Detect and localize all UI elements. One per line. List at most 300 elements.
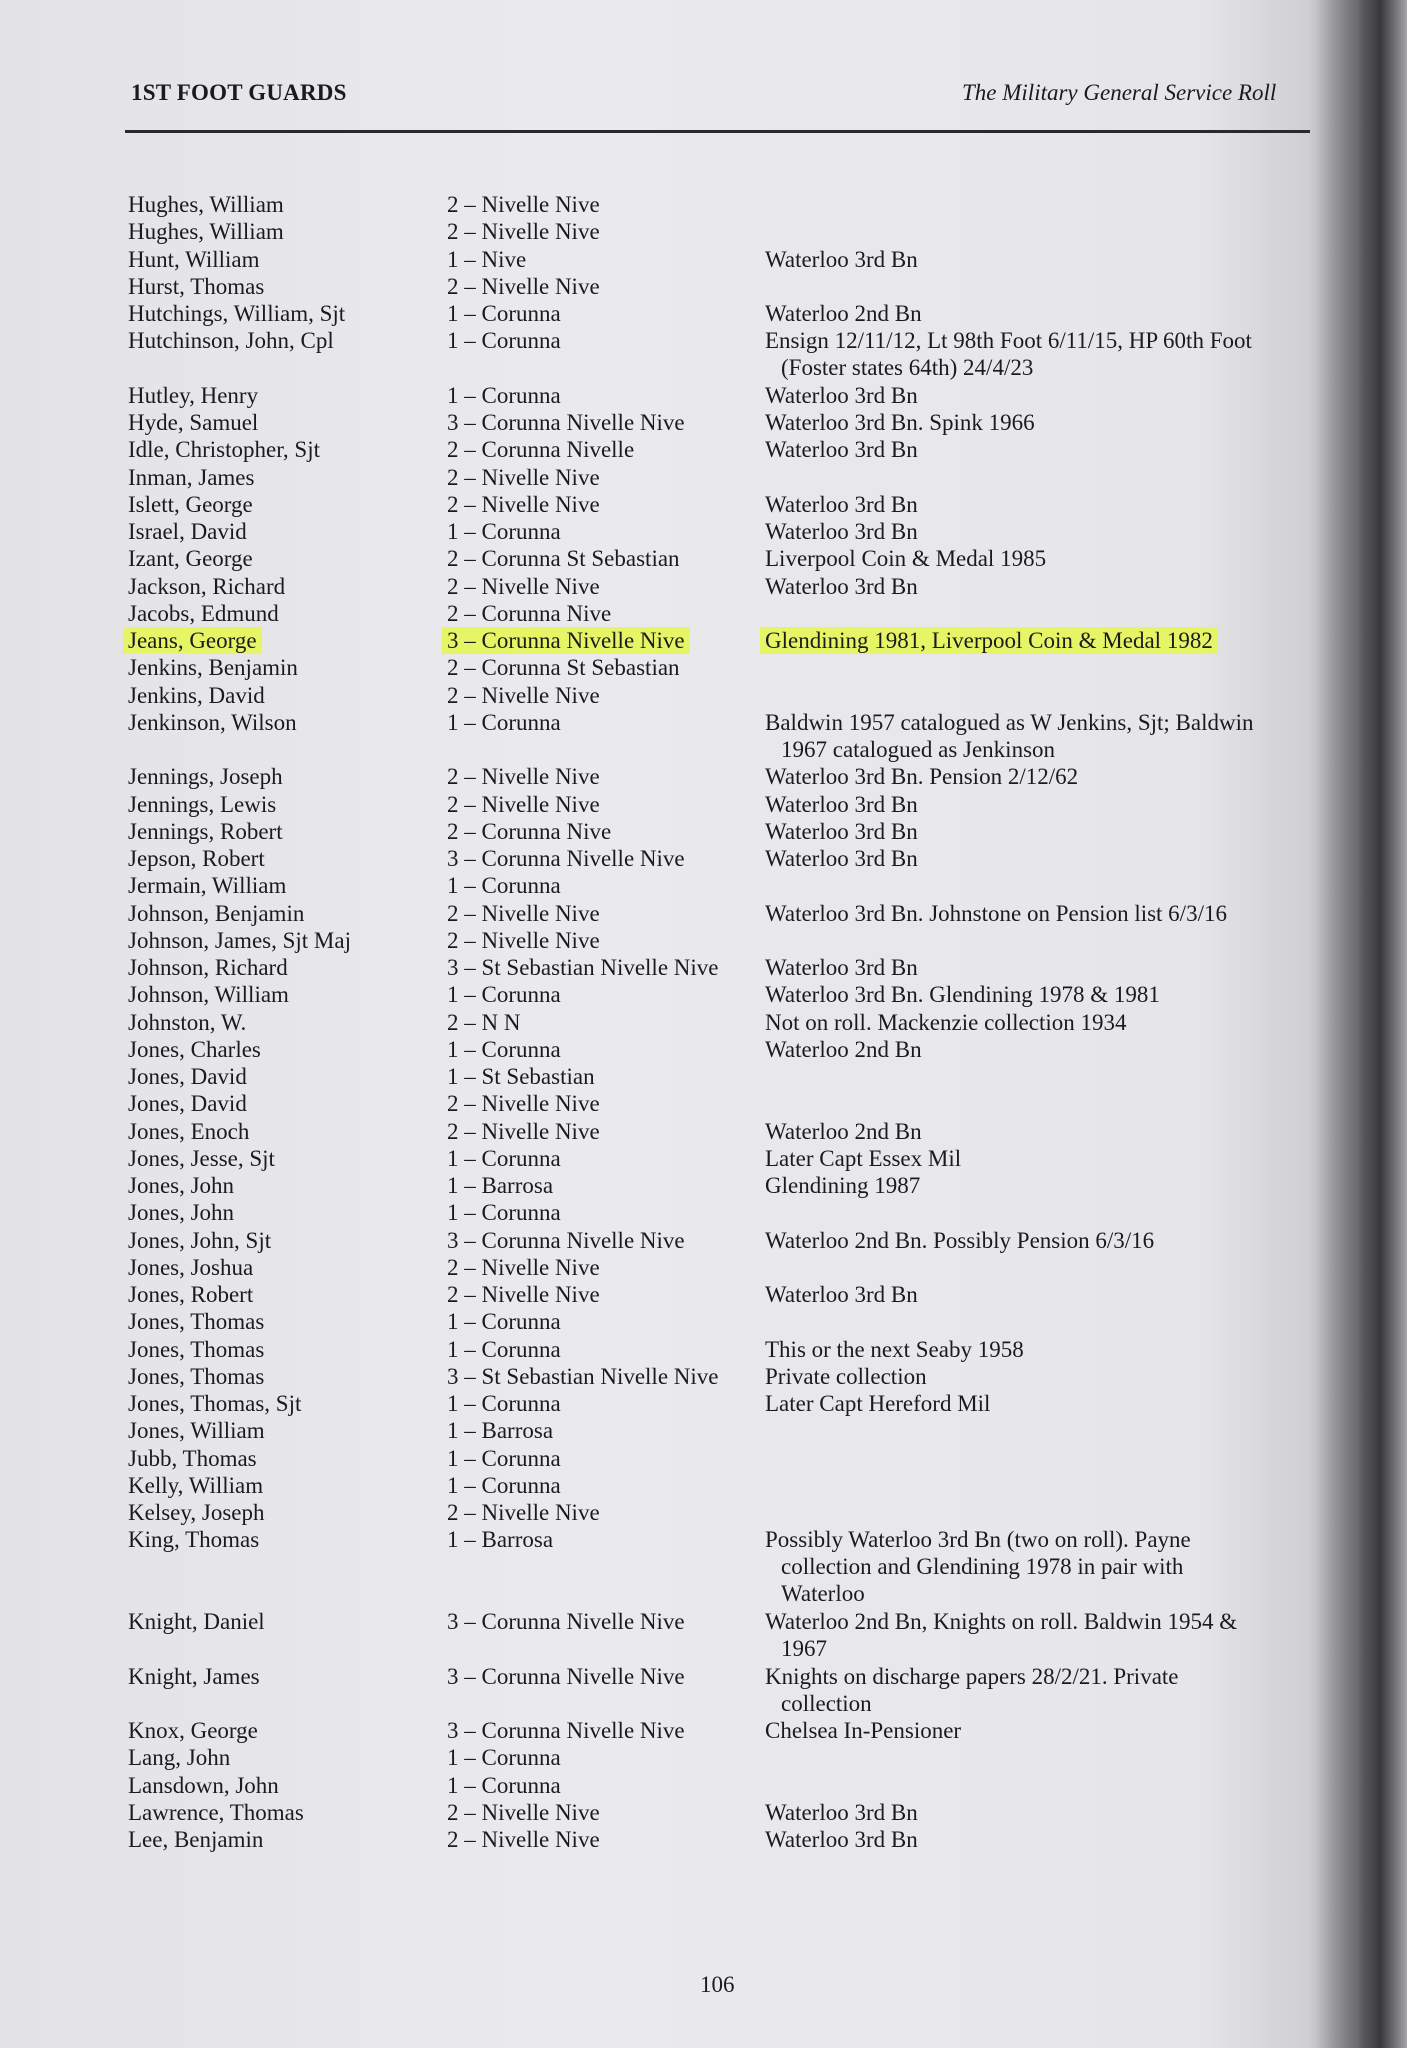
entry-medal-text: 2 – N N <box>447 1009 521 1035</box>
entry-notes-text: Waterloo 3rd Bn <box>765 1827 918 1852</box>
entry-notes <box>765 1336 1024 1363</box>
entry-medal <box>447 191 600 218</box>
entry-name <box>128 1199 234 1226</box>
entry-notes-line <box>765 573 918 600</box>
entry-name <box>128 845 265 872</box>
entry-medal-text: 3 – Corunna Nivelle Nive <box>447 1609 685 1634</box>
entry-name <box>128 654 298 681</box>
entry-name-text: Knox, George <box>128 1718 258 1743</box>
entry-medal <box>447 818 611 845</box>
entry-notes <box>765 382 918 409</box>
entry-notes <box>765 573 918 600</box>
entry-medal-text: 3 – Corunna Nivelle Nive <box>447 846 685 871</box>
entry-notes <box>765 1663 1179 1717</box>
entry-name-text: Jones, William <box>128 1418 265 1444</box>
entry-name-text: Jones, David <box>128 1064 247 1089</box>
entry-notes <box>765 436 918 463</box>
entry-notes <box>765 1118 922 1145</box>
entry-medal <box>447 218 600 245</box>
entry-notes <box>765 981 1160 1008</box>
entry-medal <box>447 409 685 436</box>
entry-notes-line <box>765 327 1252 354</box>
entry-name <box>128 1799 304 1826</box>
entry-medal-text: 1 – Corunna <box>447 1772 561 1798</box>
entry-name-text: Johnson, William <box>128 982 289 1008</box>
entry-medal-text: 1 – Corunna <box>447 1472 561 1498</box>
entry-notes <box>765 1526 1191 1607</box>
entry-name-text: Jones, John <box>128 1200 235 1226</box>
entry-name <box>128 627 261 654</box>
entry-name-text: Jacobs, Edmund <box>128 600 279 626</box>
entry-medal <box>447 327 561 354</box>
entry-name-text: Jones, Jesse, Sjt <box>128 1145 275 1171</box>
entry-name <box>128 1172 234 1199</box>
entry-notes <box>765 1390 990 1417</box>
entry-medal-text: 1 – Corunna <box>447 982 561 1008</box>
entry-name <box>128 1499 264 1526</box>
entry-notes <box>765 518 918 545</box>
entry-name <box>128 1036 261 1063</box>
entry-name-text: Jones, Charles <box>128 1036 261 1062</box>
entry-medal-text: 2 – Corunna Nive <box>447 600 612 626</box>
entry-medal <box>447 273 600 300</box>
entry-notes-text: Waterloo 2nd Bn <box>765 1036 922 1062</box>
entry-medal-text: 2 – Nivelle Nive <box>447 573 600 599</box>
entry-medal-text: 1 – St Sebastian <box>447 1064 595 1089</box>
entry-name-text: Jennings, Robert <box>128 818 283 844</box>
entry-name <box>128 954 288 981</box>
entry-name <box>128 1227 271 1254</box>
entry-notes-line <box>765 409 1035 436</box>
entry-medal-text: 2 – Corunna Nive <box>447 818 612 844</box>
entry-name <box>128 1118 249 1145</box>
entry-name <box>128 1090 247 1117</box>
entry-name-text: Jermain, William <box>128 873 287 899</box>
entry-notes-text: Waterloo 2nd Bn, Knights on roll. Baldwin 1954 & <box>765 1609 1238 1634</box>
entry-notes-text: (Foster states 64th) 24/4/23 <box>781 355 1034 381</box>
entry-medal <box>447 763 600 790</box>
entry-notes-text: Waterloo 3rd Bn <box>765 246 918 272</box>
entry-notes-line <box>765 1717 961 1744</box>
entry-medal <box>447 709 561 736</box>
entry-notes <box>765 954 918 981</box>
entry-notes-text: Glendining 1981, Liverpool Coin & Medal 1982 <box>761 628 1217 653</box>
entry-medal-text: 1 – Corunna <box>447 1036 561 1062</box>
entry-name-text: Jenkinson, Wilson <box>128 709 297 735</box>
entry-medal-text: 2 – Corunna St Sebastian <box>447 546 680 572</box>
entry-medal-text: 3 – St Sebastian Nivelle Nive <box>447 955 719 980</box>
entry-medal <box>447 900 600 927</box>
entry-name-text: Jones, Thomas <box>128 1336 265 1362</box>
entry-notes-line <box>765 1363 927 1390</box>
entry-medal-text: 1 – Corunna <box>447 1745 561 1771</box>
entry-medal-text: 1 – Nive <box>447 246 527 272</box>
entry-notes-text: Waterloo 3rd Bn <box>765 1282 918 1307</box>
entry-notes-line <box>765 1336 1024 1363</box>
entry-notes-line <box>765 1553 1191 1580</box>
entry-notes-line <box>765 1799 918 1826</box>
entry-name <box>128 1009 246 1036</box>
entry-notes <box>765 1717 961 1744</box>
entry-name <box>128 273 264 300</box>
entry-medal-text: 1 – Barrosa <box>447 1527 554 1553</box>
entry-name-text: Jones, Enoch <box>128 1118 250 1144</box>
entry-medal <box>447 872 561 899</box>
entry-notes-line <box>765 1826 918 1853</box>
entry-name-text: Lansdown, John <box>128 1772 279 1798</box>
entry-name-text: Hutchings, William, Sjt <box>128 301 346 326</box>
entry-name-text: Hutchinson, John, Cpl <box>128 328 334 354</box>
entry-notes-text: Possibly Waterloo 3rd Bn (two on roll). Payne <box>765 1527 1191 1553</box>
entry-medal <box>447 1090 600 1117</box>
entry-name <box>128 218 284 245</box>
entry-notes-line <box>765 709 1254 736</box>
entry-name-text: Jepson, Robert <box>128 846 265 871</box>
entry-medal <box>447 845 685 872</box>
entry-notes-line <box>765 818 918 845</box>
entry-name-text: Jennings, Lewis <box>128 791 277 817</box>
entry-notes-text: Waterloo 3rd Bn. Glendining 1978 & 1981 <box>765 982 1160 1008</box>
entry-notes-text: Waterloo 2nd Bn <box>765 301 922 326</box>
entry-name-text: Knight, Daniel <box>128 1609 265 1634</box>
entry-medal-text: 2 – Nivelle Nive <box>447 1254 600 1280</box>
entry-name <box>128 791 276 818</box>
entry-name-text: Hughes, William <box>128 192 284 217</box>
entry-medal-text: 3 – St Sebastian Nivelle Nive <box>447 1363 719 1389</box>
entry-notes-text: Not on roll. Mackenzie collection 1934 <box>765 1009 1127 1035</box>
entry-medal-text: 3 – Corunna Nivelle Nive <box>447 1227 685 1253</box>
entry-name <box>128 1717 258 1744</box>
entry-medal-text: 1 – Corunna <box>447 519 561 544</box>
entry-name <box>128 1417 265 1444</box>
entry-medal-text: 1 – Corunna <box>447 709 561 735</box>
entry-notes-line <box>765 1009 1127 1036</box>
entry-notes-line <box>765 1118 922 1145</box>
entry-notes-line <box>765 491 918 518</box>
entry-medal <box>447 954 719 981</box>
entry-name <box>128 981 289 1008</box>
entry-notes-text: Glendining 1987 <box>765 1173 921 1198</box>
entry-notes <box>765 1145 961 1172</box>
entry-medal-text: 2 – Corunna St Sebastian <box>447 655 680 681</box>
entry-medal <box>447 1772 561 1799</box>
entry-name-text: Hunt, William <box>128 246 260 272</box>
entry-name <box>128 763 283 790</box>
entry-name-text: Jennings, Joseph <box>128 764 283 790</box>
entry-notes <box>765 1363 927 1390</box>
entry-medal <box>447 600 611 627</box>
entry-notes <box>765 763 1078 790</box>
entry-name <box>128 573 285 600</box>
entry-name-text: Jones, John, Sjt <box>128 1227 272 1253</box>
entry-notes <box>765 300 922 327</box>
entry-medal-text: 1 – Barrosa <box>447 1173 554 1198</box>
entry-medal <box>447 1254 600 1281</box>
entry-medal <box>447 654 680 681</box>
entry-notes-line <box>765 1526 1191 1553</box>
entry-name-text: Jones, John <box>128 1173 235 1198</box>
entry-name-text: Jones, Robert <box>128 1282 254 1307</box>
entry-name-text: Johnston, W. <box>128 1009 247 1035</box>
entry-name <box>128 191 284 218</box>
entry-notes-text: Waterloo 3rd Bn <box>765 1799 918 1825</box>
entry-notes <box>765 1799 918 1826</box>
entry-medal <box>447 1199 561 1226</box>
entry-name-text: Lang, John <box>128 1745 231 1771</box>
entry-notes <box>765 327 1252 381</box>
entry-name <box>128 1281 253 1308</box>
entry-medal-text: 1 – Corunna <box>447 1200 561 1226</box>
entry-medal <box>447 981 561 1008</box>
entry-name <box>128 682 265 709</box>
entry-notes-line <box>765 1145 961 1172</box>
entry-notes <box>765 409 1035 436</box>
entry-notes-line <box>765 436 918 463</box>
entry-name <box>128 900 304 927</box>
entry-notes-text: Later Capt Hereford Mil <box>765 1391 991 1416</box>
entry-name-text: Johnson, James, Sjt Maj <box>128 927 351 953</box>
entry-medal-text: 2 – Nivelle Nive <box>447 273 600 299</box>
entry-notes-text: Waterloo 2nd Bn <box>765 1118 922 1144</box>
entry-medal <box>447 246 526 273</box>
entry-notes-text: Waterloo 3rd Bn <box>765 519 918 544</box>
entry-medal-text: 3 – Corunna Nivelle Nive <box>447 410 685 435</box>
entry-notes-text: collection <box>781 1690 872 1716</box>
entry-name-text: Jones, Thomas <box>128 1363 265 1389</box>
entry-name-text: Kelsey, Joseph <box>128 1500 265 1525</box>
entry-medal-text: 3 – Corunna Nivelle Nive <box>443 628 689 653</box>
entry-medal-text: 1 – Corunna <box>447 1391 561 1416</box>
entry-notes-line <box>765 763 1078 790</box>
entry-notes <box>765 1281 918 1308</box>
running-header-left: 1ST FOOT GUARDS <box>131 80 347 105</box>
entry-name-text: King, Thomas <box>128 1527 260 1553</box>
entry-name <box>128 300 345 327</box>
entry-medal <box>447 627 689 654</box>
entry-name-text: Hurst, Thomas <box>128 273 265 299</box>
entry-notes <box>765 1608 1237 1662</box>
entry-name <box>128 409 258 436</box>
entry-notes-line <box>765 1663 1179 1690</box>
entry-medal-text: 1 – Corunna <box>447 301 561 326</box>
entry-name-text: Idle, Christopher, Sjt <box>128 437 321 463</box>
entry-name <box>128 1663 260 1690</box>
entry-medal <box>447 1799 600 1826</box>
entry-notes-text: This or the next Seaby 1958 <box>765 1336 1024 1362</box>
entry-name <box>128 518 247 545</box>
entry-medal <box>447 1499 600 1526</box>
entry-notes-text: 1967 catalogued as Jenkinson <box>781 736 1056 762</box>
entry-name <box>128 1363 264 1390</box>
entry-name <box>128 600 279 627</box>
entry-medal-text: 2 – Nivelle Nive <box>447 764 600 790</box>
entry-name <box>128 545 253 572</box>
entry-notes-line <box>765 900 1227 927</box>
entry-notes-line <box>765 1635 1237 1662</box>
entry-notes-line <box>765 845 918 872</box>
entry-notes-line <box>765 627 1217 654</box>
entry-medal-text: 1 – Corunna <box>447 1445 561 1471</box>
entry-name-text: Johnson, Richard <box>128 955 288 980</box>
entry-notes <box>765 246 918 273</box>
entry-notes-line <box>765 791 918 818</box>
entry-medal-text: 1 – Corunna <box>447 873 561 899</box>
entry-notes-text: Waterloo 3rd Bn <box>765 491 918 517</box>
entry-notes-line <box>765 1580 1191 1607</box>
entry-name-text: Israel, David <box>128 519 247 544</box>
entry-name <box>128 1390 301 1417</box>
entry-notes-line <box>765 1036 922 1063</box>
entry-notes-text: Ensign 12/11/12, Lt 98th Foot 6/11/15, HP 60th Foot <box>765 328 1252 354</box>
entry-name-text: Hughes, William <box>128 219 284 245</box>
entry-medal <box>447 1744 561 1771</box>
entry-notes-line <box>765 1390 990 1417</box>
entry-medal <box>447 1063 595 1090</box>
entry-medal <box>447 1717 685 1744</box>
entry-notes <box>765 491 918 518</box>
entry-medal <box>447 1118 600 1145</box>
entry-medal <box>447 1608 685 1635</box>
entry-notes <box>765 1036 922 1063</box>
entry-name-text: Johnson, Benjamin <box>128 900 305 926</box>
entry-name-text: Lawrence, Thomas <box>128 1799 304 1825</box>
entry-name-text: Jones, David <box>128 1091 247 1117</box>
entry-medal <box>447 1145 561 1172</box>
entry-notes-text: Waterloo 3rd Bn <box>765 382 918 408</box>
entry-medal-text: 2 – Nivelle Nive <box>447 1091 600 1117</box>
entry-name-text: Jones, Thomas, Sjt <box>128 1391 302 1416</box>
entry-notes-text: Waterloo 3rd Bn. Johnstone on Pension list 6/3/16 <box>765 900 1227 926</box>
entry-medal <box>447 1445 561 1472</box>
entry-name <box>128 1254 253 1281</box>
entry-notes-text: collection and Glendining 1978 in pair with <box>781 1554 1184 1580</box>
entry-name <box>128 1308 264 1335</box>
entry-medal-text: 1 – Barrosa <box>447 1418 554 1444</box>
entry-name-text: Lee, Benjamin <box>128 1827 264 1852</box>
entry-name <box>128 246 260 273</box>
entry-medal-text: 2 – Nivelle Nive <box>447 791 600 817</box>
entry-medal <box>447 436 634 463</box>
entry-medal <box>447 382 561 409</box>
entry-medal-text: 1 – Corunna <box>447 382 561 408</box>
entry-name-text: Jubb, Thomas <box>128 1445 257 1471</box>
entry-medal <box>447 1663 685 1690</box>
entry-medal <box>447 1417 553 1444</box>
entry-medal <box>447 1281 600 1308</box>
entry-notes <box>765 900 1227 927</box>
entry-medal <box>447 1036 561 1063</box>
entry-notes-text: Waterloo 3rd Bn <box>765 791 918 817</box>
entry-medal-text: 2 – Nivelle Nive <box>447 464 600 490</box>
entry-medal-text: 1 – Corunna <box>447 1145 561 1171</box>
entry-name <box>128 1445 257 1472</box>
entry-name-text: Jeans, George <box>124 628 261 653</box>
entry-medal <box>447 1526 553 1553</box>
entry-name <box>128 1145 275 1172</box>
entry-notes-text: Waterloo 3rd Bn <box>765 955 918 980</box>
entry-medal <box>447 1363 719 1390</box>
entry-notes-line <box>765 1172 920 1199</box>
entry-medal <box>447 1390 561 1417</box>
entry-name-text: Hutley, Henry <box>128 382 259 408</box>
entry-medal-text: 2 – Nivelle Nive <box>447 1282 600 1307</box>
entry-name <box>128 327 334 354</box>
entry-notes <box>765 818 918 845</box>
entry-medal-text: 1 – Corunna <box>447 328 561 354</box>
entry-notes-text: Chelsea In-Pensioner <box>765 1718 962 1743</box>
entry-medal <box>447 791 600 818</box>
entry-notes <box>765 791 918 818</box>
entry-notes-line <box>765 954 918 981</box>
entry-medal <box>447 927 600 954</box>
entry-notes-line <box>765 1690 1179 1717</box>
entry-name-text: Inman, James <box>128 464 255 490</box>
entry-name-text: Islett, George <box>128 491 253 517</box>
entry-name <box>128 1472 263 1499</box>
entry-medal <box>447 1308 561 1335</box>
entry-name-text: Jones, Thomas <box>128 1309 265 1335</box>
running-header-right: The Military General Service Roll <box>962 80 1277 105</box>
entry-notes-line <box>765 1281 918 1308</box>
entry-medal <box>447 300 561 327</box>
entry-notes-text: Waterloo 3rd Bn <box>765 437 918 463</box>
entry-notes-text: Baldwin 1957 catalogued as W Jenkins, Sjt; Baldwin <box>765 709 1254 735</box>
entry-name <box>128 1826 263 1853</box>
entry-notes <box>765 845 918 872</box>
entry-notes <box>765 1172 920 1199</box>
entry-notes-text: Waterloo <box>781 1581 865 1607</box>
entry-name <box>128 1608 265 1635</box>
entry-medal-text: 2 – Nivelle Nive <box>447 491 600 517</box>
entry-medal-text: 3 – Corunna Nivelle Nive <box>447 1718 685 1743</box>
entry-medal-text: 2 – Nivelle Nive <box>447 1500 600 1525</box>
entry-medal <box>447 1009 520 1036</box>
entry-medal <box>447 518 561 545</box>
entry-name-text: Jenkins, Benjamin <box>128 655 298 681</box>
entry-name <box>128 436 320 463</box>
entry-name <box>128 709 297 736</box>
entry-notes-line <box>765 354 1252 381</box>
entry-name <box>128 927 351 954</box>
entry-medal <box>447 491 600 518</box>
entry-notes-line <box>765 382 918 409</box>
entry-notes <box>765 1826 918 1853</box>
entry-name <box>128 818 283 845</box>
entry-notes-text: Knights on discharge papers 28/2/21. Private <box>765 1663 1179 1689</box>
entry-medal-text: 2 – Nivelle Nive <box>447 219 600 245</box>
entry-name <box>128 1063 247 1090</box>
entry-name-text: Hyde, Samuel <box>128 410 259 435</box>
entry-notes-text: Waterloo 3rd Bn <box>765 818 918 844</box>
header-rule <box>125 130 1310 133</box>
entry-name-text: Jones, Joshua <box>128 1254 254 1280</box>
entry-notes-text: Waterloo 3rd Bn. Pension 2/12/62 <box>765 764 1079 790</box>
entry-medal-text: 2 – Nivelle Nive <box>447 927 600 953</box>
page-number: 106 <box>700 1972 735 1997</box>
entry-notes-line <box>765 518 918 545</box>
entry-notes-text: 1967 <box>781 1636 827 1661</box>
entry-notes <box>765 709 1254 763</box>
entry-medal-text: 2 – Nivelle Nive <box>447 900 600 926</box>
entry-medal-text: 1 – Corunna <box>447 1336 561 1362</box>
entry-name-text: Kelly, William <box>128 1472 264 1498</box>
entry-notes-line <box>765 736 1254 763</box>
entry-medal <box>447 1227 685 1254</box>
entry-name <box>128 464 254 491</box>
entry-medal-text: 2 – Nivelle Nive <box>447 1799 600 1825</box>
entry-notes-text: Waterloo 3rd Bn. Spink 1966 <box>765 410 1035 435</box>
entry-medal-text: 2 – Nivelle Nive <box>447 682 600 708</box>
